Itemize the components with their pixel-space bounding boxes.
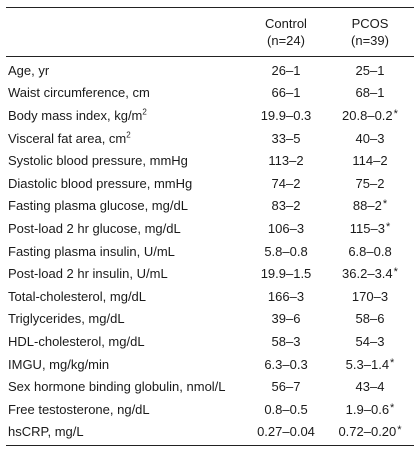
table-row xyxy=(6,127,414,150)
row-pcos-cell xyxy=(326,198,414,213)
row-label-cell xyxy=(6,176,246,191)
row-pcos-value: 1.9–0.6 xyxy=(345,401,390,417)
table-row xyxy=(6,421,414,444)
bottom-rule xyxy=(6,445,414,446)
table-row xyxy=(6,217,414,240)
row-control-value: 5.8–0.8 xyxy=(264,243,308,259)
row-label: Fasting plasma glucose, mg/dL xyxy=(8,198,188,214)
row-control-value: 19.9–1.5 xyxy=(260,266,312,282)
header-pcos xyxy=(326,15,414,49)
row-label: Post-load 2 hr glucose, mg/dL xyxy=(8,220,181,236)
row-label: Age, yr xyxy=(8,62,50,78)
row-pcos-cell xyxy=(326,63,414,78)
data-table xyxy=(6,7,414,446)
row-pcos-cell xyxy=(326,357,414,372)
row-control-value: 33–5 xyxy=(271,130,301,146)
row-pcos-value: 54–3 xyxy=(355,333,385,349)
row-label-cell xyxy=(6,334,246,349)
row-label-cell xyxy=(6,85,246,100)
header-pcos-label: PCOS xyxy=(351,16,389,31)
row-label-superscript: 2 xyxy=(126,130,131,140)
row-control-value: 0.8–0.5 xyxy=(264,401,308,417)
row-pcos-value: 114–2 xyxy=(352,153,388,169)
row-label-cell xyxy=(6,108,246,123)
row-label: Triglycerides, mg/dL xyxy=(8,311,125,327)
row-label: Total-cholesterol, mg/dL xyxy=(8,288,147,304)
row-control-value: 166–3 xyxy=(267,288,305,304)
table-row xyxy=(6,195,414,218)
row-label-cell xyxy=(6,289,246,304)
row-control-value: 56–7 xyxy=(271,379,301,395)
table-row xyxy=(6,285,414,308)
table-row xyxy=(6,262,414,285)
table-row xyxy=(6,353,414,376)
table-row xyxy=(6,375,414,398)
row-control-value: 113–2 xyxy=(268,153,304,169)
row-pcos-value: 0.72–0.20 xyxy=(338,424,397,440)
row-control-value: 74–2 xyxy=(271,175,301,191)
row-label-cell xyxy=(6,63,246,78)
table-row xyxy=(6,149,414,172)
row-label: Body mass index, kg/m xyxy=(8,107,143,123)
row-pcos-value: 36.2–3.4 xyxy=(342,266,393,282)
table-body xyxy=(6,57,414,445)
header-control-label: Control xyxy=(265,16,307,31)
row-pcos-cell xyxy=(326,176,414,191)
significance-mark: * xyxy=(397,424,402,437)
row-control-value: 6.3–0.3 xyxy=(264,356,308,372)
table-row xyxy=(6,398,414,421)
row-pcos-cell xyxy=(326,424,414,439)
row-label: Systolic blood pressure, mmHg xyxy=(8,153,188,169)
row-label: Sex hormone binding globulin, nmol/L xyxy=(8,379,226,395)
row-control-value: 83–2 xyxy=(271,198,301,214)
significance-mark: * xyxy=(393,107,398,120)
significance-mark: * xyxy=(385,220,391,233)
significance-mark: * xyxy=(382,198,388,211)
row-pcos-value: 58–6 xyxy=(355,311,385,327)
significance-mark: * xyxy=(390,356,395,369)
table-row xyxy=(6,330,414,353)
row-pcos-cell xyxy=(326,402,414,417)
row-pcos-cell xyxy=(326,85,414,100)
row-label-cell xyxy=(6,357,246,372)
row-label-superscript: 2 xyxy=(142,107,147,117)
header-control xyxy=(246,15,326,49)
row-pcos-value: 20.8–0.2 xyxy=(342,107,393,123)
row-label-cell xyxy=(6,131,246,146)
row-label: HDL-cholesterol, mg/dL xyxy=(8,333,145,349)
significance-mark: * xyxy=(390,401,395,414)
row-label: Diastolic blood pressure, mmHg xyxy=(8,175,193,191)
row-label-cell xyxy=(6,266,246,281)
table-row xyxy=(6,82,414,105)
row-control-value: 26–1 xyxy=(271,62,301,78)
row-pcos-cell xyxy=(326,131,414,146)
row-pcos-value: 25–1 xyxy=(355,62,385,78)
row-label-cell xyxy=(6,244,246,259)
row-label-cell xyxy=(6,311,246,326)
row-control-value: 66–1 xyxy=(271,85,301,101)
row-pcos-cell xyxy=(326,221,414,236)
table-row xyxy=(6,104,414,127)
row-label: Waist circumference, cm xyxy=(8,85,150,101)
row-label: Post-load 2 hr insulin, U/mL xyxy=(8,266,168,282)
row-pcos-value: 170–3 xyxy=(351,288,389,304)
table-row xyxy=(6,172,414,195)
table-row xyxy=(6,59,414,82)
row-pcos-cell xyxy=(326,153,414,168)
row-pcos-value: 43–4 xyxy=(355,379,385,395)
row-pcos-value: 68–1 xyxy=(355,85,385,101)
row-label: IMGU, mg/kg/min xyxy=(8,356,110,372)
row-control-value: 106–3 xyxy=(267,220,305,236)
header-control-n: (n=24) xyxy=(267,33,305,48)
row-label: Free testosterone, ng/dL xyxy=(8,401,150,417)
row-control-value: 39–6 xyxy=(271,311,301,327)
row-label-cell xyxy=(6,153,246,168)
row-label-cell xyxy=(6,221,246,236)
row-pcos-cell xyxy=(326,266,414,281)
row-label: Fasting plasma insulin, U/mL xyxy=(8,243,175,259)
row-pcos-value: 6.8–0.8 xyxy=(348,243,392,259)
row-label-cell xyxy=(6,198,246,213)
table-header xyxy=(6,8,414,56)
row-pcos-value: 40–3 xyxy=(355,130,385,146)
row-pcos-value: 75–2 xyxy=(355,175,385,191)
row-control-value: 0.27–0.04 xyxy=(257,424,315,440)
row-pcos-value: 5.3–1.4 xyxy=(345,356,390,372)
row-control-value: 58–3 xyxy=(271,333,301,349)
row-label-cell xyxy=(6,424,246,439)
row-pcos-cell xyxy=(326,379,414,394)
header-pcos-n: (n=39) xyxy=(351,33,389,48)
table-row xyxy=(6,308,414,331)
row-pcos-value: 88–2 xyxy=(352,198,382,214)
row-label: Visceral fat area, cm xyxy=(8,130,127,146)
row-pcos-cell xyxy=(326,311,414,326)
row-label-cell xyxy=(6,379,246,394)
row-pcos-cell xyxy=(326,334,414,349)
row-pcos-cell xyxy=(326,244,414,259)
row-label: hsCRP, mg/L xyxy=(8,424,84,440)
table-row xyxy=(6,240,414,263)
row-control-value: 19.9–0.3 xyxy=(260,107,312,123)
row-label-cell xyxy=(6,402,246,417)
row-pcos-cell xyxy=(326,289,414,304)
row-pcos-cell xyxy=(326,108,414,123)
row-pcos-value: 115–3 xyxy=(349,220,385,236)
significance-mark: * xyxy=(393,266,398,279)
